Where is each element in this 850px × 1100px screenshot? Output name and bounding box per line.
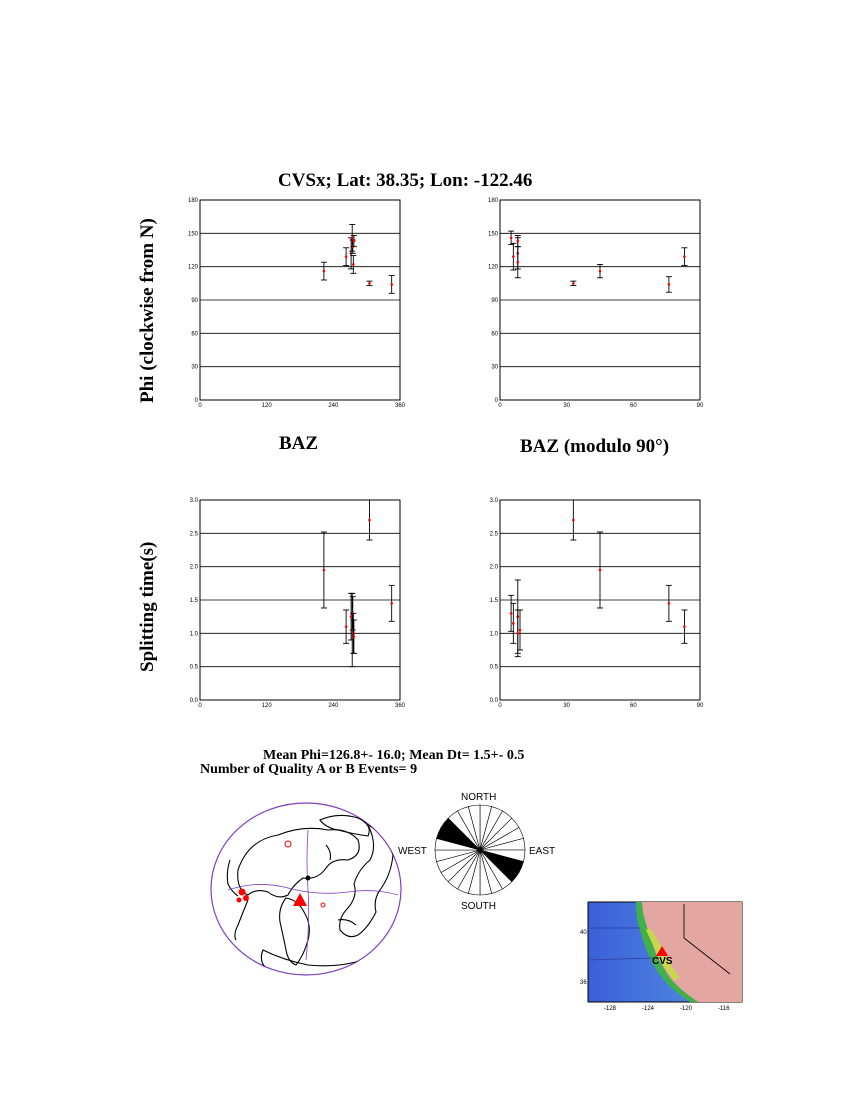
rose-north-label: NORTH xyxy=(461,792,497,803)
y-tick-label: 0.0 xyxy=(489,698,498,704)
data-point xyxy=(345,255,348,258)
x-tick-label: 240 xyxy=(328,403,339,407)
baz-modulo-axis-label: BAZ (modulo 90°) xyxy=(520,436,670,457)
data-point xyxy=(599,270,602,273)
inset-ytick-label: 36 xyxy=(580,980,587,986)
regional-inset-map xyxy=(580,898,750,1016)
x-tick-label: 360 xyxy=(394,703,406,707)
y-tick-label: 30 xyxy=(191,364,198,371)
x-tick-label: 0 xyxy=(498,403,502,407)
y-tick-label: 60 xyxy=(191,331,198,338)
y-tick-label: 150 xyxy=(487,231,498,238)
x-tick-label: 0 xyxy=(498,703,502,707)
event-cluster-marker xyxy=(243,895,249,901)
y-tick-label: 0 xyxy=(194,398,198,404)
data-point xyxy=(519,629,522,632)
data-point xyxy=(353,635,356,638)
data-point xyxy=(516,261,519,264)
phi-vs-baz-mod90-chart xyxy=(478,192,718,407)
x-tick-label: 0 xyxy=(198,703,202,707)
y-tick-label: 60 xyxy=(491,331,498,338)
data-point xyxy=(572,282,575,285)
baz-axis-label: BAZ xyxy=(279,433,319,454)
y-tick-label: 1.5 xyxy=(489,598,498,604)
y-tick-label: 150 xyxy=(187,231,198,238)
data-point xyxy=(668,283,671,286)
y-tick-label: 2.5 xyxy=(189,531,198,538)
rose-west-label: WEST xyxy=(398,846,427,857)
rose-east-label: EAST xyxy=(529,846,556,857)
y-tick-label: 30 xyxy=(491,364,498,371)
world-globe-map xyxy=(208,800,408,980)
y-tick-label: 2.0 xyxy=(489,564,498,571)
dt-vs-baz-chart xyxy=(180,492,420,707)
dt-vs-baz-mod90-chart xyxy=(478,492,718,707)
inset-station-label: CVS xyxy=(652,956,673,967)
x-tick-label: 30 xyxy=(563,703,571,707)
x-tick-label: 90 xyxy=(696,403,704,407)
x-tick-label: 0 xyxy=(198,403,202,407)
inset-xtick-label: -128 xyxy=(604,1006,617,1012)
y-tick-label: 3.0 xyxy=(189,498,198,504)
phi-axis-label: Phi (clockwise from N) xyxy=(137,218,158,403)
x-tick-label: 120 xyxy=(261,403,272,407)
y-tick-label: 1.0 xyxy=(189,631,198,638)
data-point xyxy=(510,236,513,239)
x-tick-label: 30 xyxy=(563,403,571,407)
event-cluster-marker xyxy=(239,889,246,896)
data-point xyxy=(351,236,354,239)
data-point xyxy=(390,283,393,286)
inset-ytick-label: 40 xyxy=(580,930,587,936)
data-point xyxy=(572,519,575,522)
data-point xyxy=(516,632,519,635)
y-tick-label: 2.5 xyxy=(489,531,498,538)
x-tick-label: 60 xyxy=(629,403,637,407)
x-tick-label: 360 xyxy=(394,403,406,407)
y-tick-label: 1.5 xyxy=(189,598,198,604)
y-tick-label: 1.0 xyxy=(489,631,498,638)
data-point xyxy=(352,263,355,266)
y-tick-label: 90 xyxy=(491,298,498,304)
y-tick-label: 0.5 xyxy=(189,664,198,671)
data-point xyxy=(510,612,513,615)
data-point xyxy=(668,602,671,605)
y-tick-label: 180 xyxy=(487,198,498,204)
inset-xtick-label: -124 xyxy=(642,1006,655,1012)
data-point xyxy=(683,255,686,258)
data-point xyxy=(323,270,326,273)
data-point xyxy=(368,282,371,285)
x-tick-label: 60 xyxy=(629,703,637,707)
x-tick-label: 120 xyxy=(261,703,272,707)
y-tick-label: 120 xyxy=(187,264,198,271)
y-tick-label: 90 xyxy=(191,298,198,304)
x-tick-label: 240 xyxy=(328,703,339,707)
event-count: Number of Quality A or B Events= 9 xyxy=(200,762,418,777)
mean-stats: Mean Phi=126.8+- 16.0; Mean Dt= 1.5+- 0.5 xyxy=(263,748,525,763)
y-tick-label: 0.0 xyxy=(189,698,198,704)
inset-xtick-label: -120 xyxy=(680,1006,693,1012)
data-point xyxy=(512,255,515,258)
phi-vs-baz-chart xyxy=(180,192,420,407)
inset-xtick-label: -116 xyxy=(718,1006,730,1012)
rose-diagram xyxy=(395,785,565,915)
y-tick-label: 180 xyxy=(187,198,198,204)
data-point xyxy=(323,569,326,572)
y-tick-label: 0.5 xyxy=(489,664,498,671)
event-cluster-marker xyxy=(237,898,242,903)
x-tick-label: 90 xyxy=(696,703,704,707)
event-marker xyxy=(306,876,311,881)
rose-south-label: SOUTH xyxy=(461,901,496,912)
y-tick-label: 3.0 xyxy=(489,498,498,504)
y-tick-label: 0 xyxy=(494,398,498,404)
data-point xyxy=(353,240,356,243)
data-point xyxy=(516,240,519,243)
figure-title: CVSx; Lat: 38.35; Lon: -122.46 xyxy=(278,170,533,191)
data-point xyxy=(368,519,371,522)
data-point xyxy=(390,602,393,605)
data-point xyxy=(345,625,348,628)
y-tick-label: 2.0 xyxy=(189,564,198,571)
data-point xyxy=(599,569,602,572)
splitting-time-axis-label: Splitting time(s) xyxy=(137,541,158,672)
data-point xyxy=(512,622,515,625)
y-tick-label: 120 xyxy=(487,264,498,271)
data-point xyxy=(683,625,686,628)
